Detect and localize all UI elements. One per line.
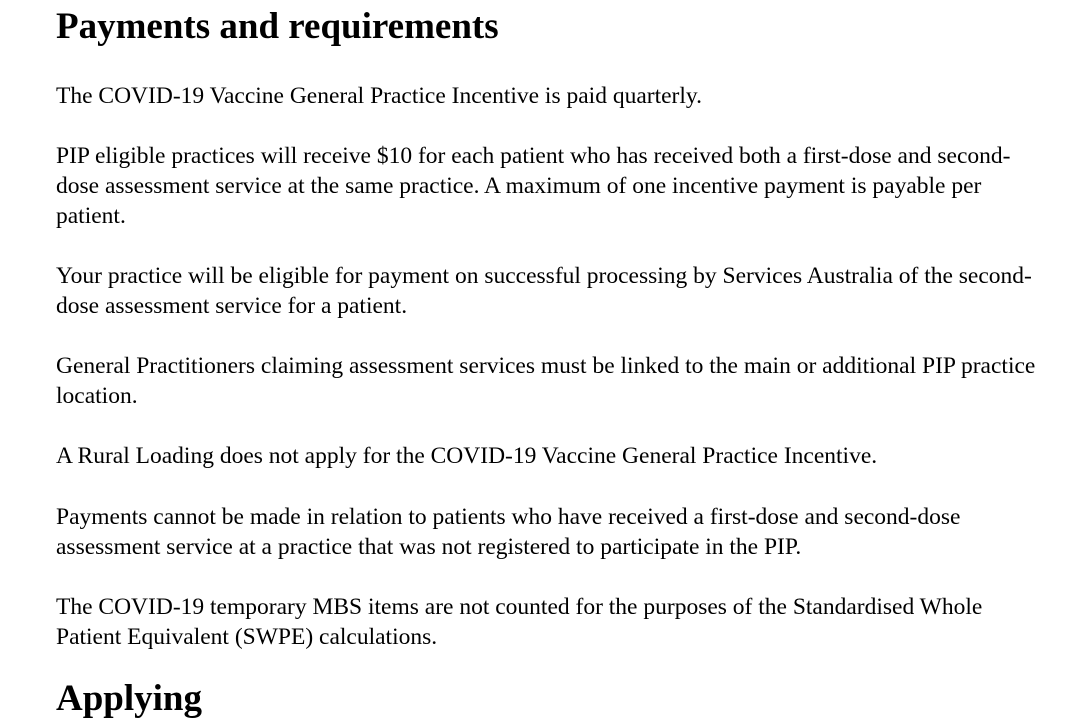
paragraph-payment-amount: PIP eligible practices will receive $10 for each patient who has received both a first-dose and second-dose assessment service at the same practice. A maximum of one incentive payment is payable per patient. <box>56 143 1011 229</box>
paragraph-payment-restrictions: Payments cannot be made in relation to patients who have received a first-dose and second-dose assessment service at a practice that was not registered to participate in the PIP. <box>56 504 961 560</box>
paragraph-payment-frequency: The COVID-19 Vaccine General Practice Incentive is paid quarterly. <box>56 83 702 109</box>
paragraph-practitioner-linking: General Practitioners claiming assessment services must be linked to the main or additional PIP practice location. <box>56 353 1036 409</box>
paragraph-swpe-calculations: The COVID-19 temporary MBS items are not counted for the purposes of the Standardised Whole Patient Equivalent (SWPE) calculations. <box>56 594 983 650</box>
next-section-heading: Applying <box>56 678 203 719</box>
paragraph-rural-loading: A Rural Loading does not apply for the COVID-19 Vaccine General Practice Incentive. <box>56 443 878 469</box>
paragraph-payment-eligibility: Your practice will be eligible for payment on successful processing by Services Australia of the second-dose assessment service for a patient. <box>56 263 1032 319</box>
section-heading: Payments and requirements <box>56 6 499 47</box>
